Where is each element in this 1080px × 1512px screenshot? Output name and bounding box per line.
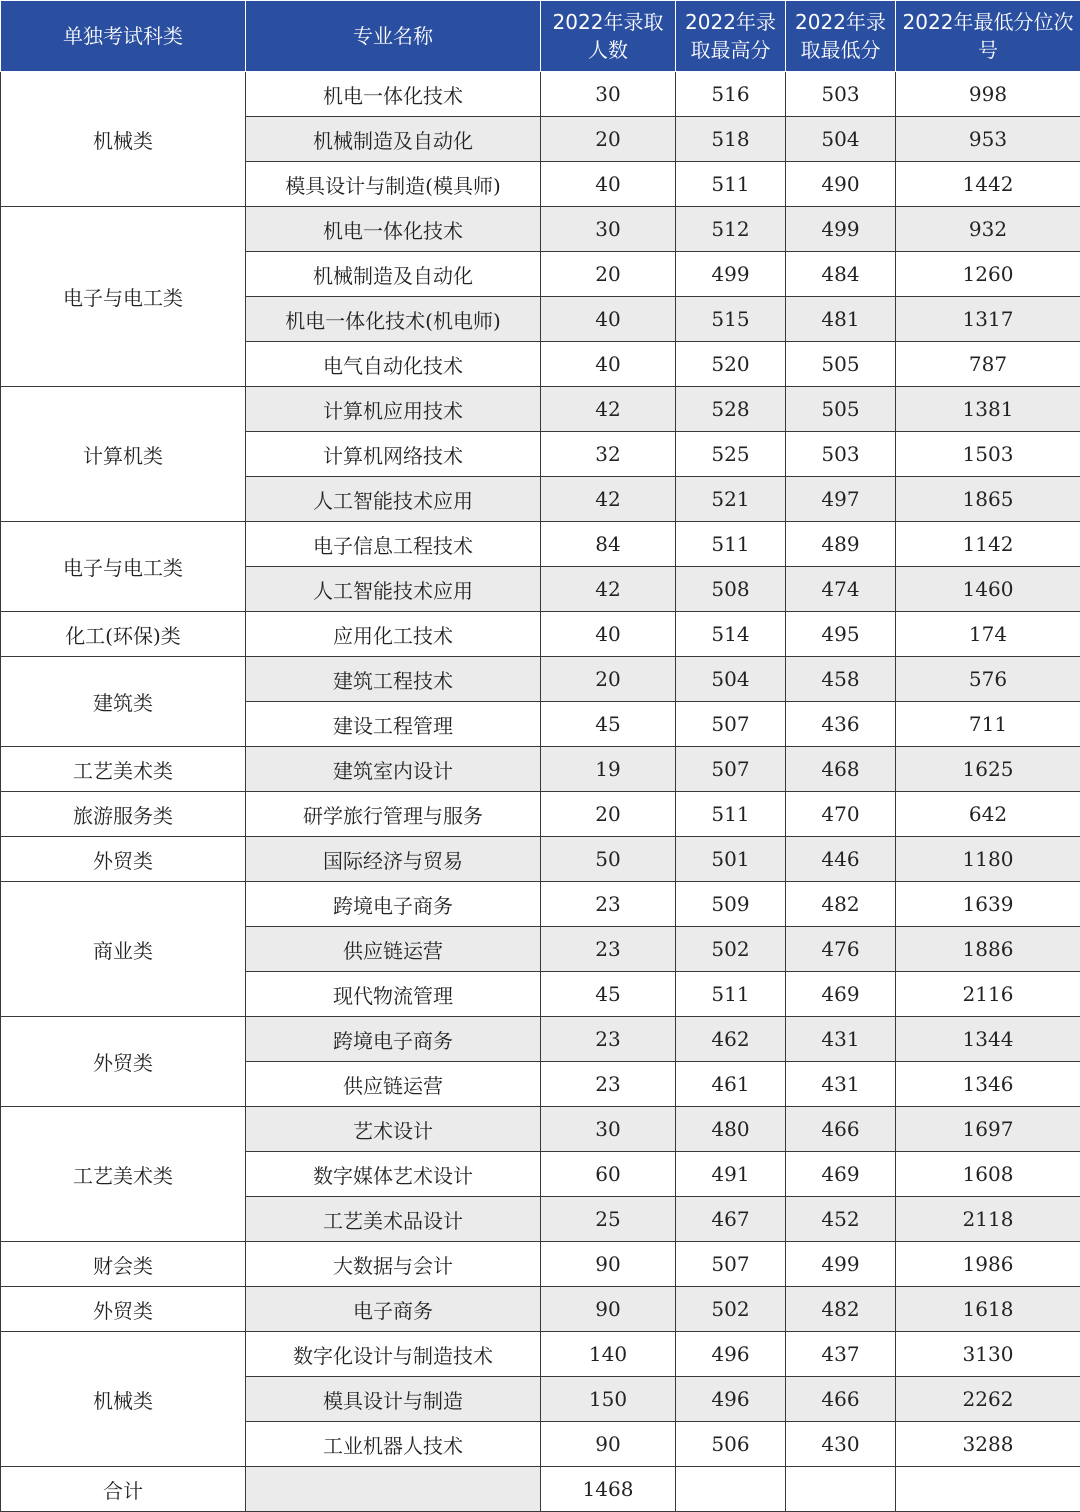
major-name-cell: 机电一体化技术	[246, 207, 541, 252]
max-score-cell: 507	[676, 747, 786, 792]
enrolled-count-cell: 40	[541, 342, 676, 387]
min-score-cell: 436	[786, 702, 896, 747]
total-row	[1, 1467, 1080, 1512]
enrolled-count-cell: 42	[541, 387, 676, 432]
min-score-cell: 482	[786, 882, 896, 927]
category-cell: 外贸类	[1, 1017, 246, 1107]
max-score-cell: 499	[676, 252, 786, 297]
max-score-cell: 508	[676, 567, 786, 612]
min-rank-cell: 1886	[896, 927, 1080, 972]
min-rank-cell: 1260	[896, 252, 1080, 297]
max-score-cell: 462	[676, 1017, 786, 1062]
min-rank-cell: 2118	[896, 1197, 1080, 1242]
major-name-cell: 工业机器人技术	[246, 1422, 541, 1467]
min-rank-cell: 1608	[896, 1152, 1080, 1197]
total-empty-cell	[676, 1467, 786, 1512]
enrolled-count-cell: 45	[541, 702, 676, 747]
min-score-cell: 482	[786, 1287, 896, 1332]
max-score-cell: 496	[676, 1332, 786, 1377]
enrolled-count-cell: 90	[541, 1287, 676, 1332]
enrolled-count-cell: 40	[541, 162, 676, 207]
major-name-cell: 艺术设计	[246, 1107, 541, 1152]
table-row	[1, 387, 1080, 432]
min-score-cell: 468	[786, 747, 896, 792]
major-name-cell: 研学旅行管理与服务	[246, 792, 541, 837]
max-score-cell: 511	[676, 792, 786, 837]
major-name-cell: 电子商务	[246, 1287, 541, 1332]
major-name-cell: 机械制造及自动化	[246, 252, 541, 297]
enrolled-count-cell: 150	[541, 1377, 676, 1422]
min-rank-cell: 2262	[896, 1377, 1080, 1422]
major-name-cell: 电气自动化技术	[246, 342, 541, 387]
max-score-cell: 496	[676, 1377, 786, 1422]
max-score-cell: 514	[676, 612, 786, 657]
min-rank-cell: 1639	[896, 882, 1080, 927]
min-rank-cell: 1618	[896, 1287, 1080, 1332]
major-name-cell: 计算机应用技术	[246, 387, 541, 432]
enrolled-count-cell: 84	[541, 522, 676, 567]
min-rank-cell: 953	[896, 117, 1080, 162]
min-score-cell: 431	[786, 1017, 896, 1062]
major-name-cell: 供应链运营	[246, 927, 541, 972]
table-row	[1, 1242, 1080, 1287]
min-rank-cell: 1697	[896, 1107, 1080, 1152]
major-name-cell: 数字化设计与制造技术	[246, 1332, 541, 1377]
header-max-score: 2022年录取最高分	[676, 1, 786, 72]
table-row	[1, 207, 1080, 252]
max-score-cell: 461	[676, 1062, 786, 1107]
enrolled-count-cell: 50	[541, 837, 676, 882]
major-name-cell: 模具设计与制造	[246, 1377, 541, 1422]
table-row	[1, 1287, 1080, 1332]
min-score-cell: 476	[786, 927, 896, 972]
table-row	[1, 837, 1080, 882]
min-score-cell: 495	[786, 612, 896, 657]
min-score-cell: 469	[786, 1152, 896, 1197]
min-score-cell: 503	[786, 432, 896, 477]
min-score-cell: 430	[786, 1422, 896, 1467]
enrolled-count-cell: 30	[541, 1107, 676, 1152]
category-cell: 计算机类	[1, 387, 246, 522]
min-score-cell: 499	[786, 207, 896, 252]
category-cell: 商业类	[1, 882, 246, 1017]
total-empty-cell	[896, 1467, 1080, 1512]
category-cell: 机械类	[1, 1332, 246, 1467]
enrolled-count-cell: 40	[541, 297, 676, 342]
total-empty-cell	[246, 1467, 541, 1512]
total-empty-cell	[786, 1467, 896, 1512]
max-score-cell: 504	[676, 657, 786, 702]
min-score-cell: 505	[786, 342, 896, 387]
header-category: 单独考试科类	[1, 1, 246, 72]
min-rank-cell: 1865	[896, 477, 1080, 522]
header-major: 专业名称	[246, 1, 541, 72]
min-score-cell: 470	[786, 792, 896, 837]
min-rank-cell: 932	[896, 207, 1080, 252]
table-row	[1, 1017, 1080, 1062]
min-score-cell: 490	[786, 162, 896, 207]
min-score-cell: 431	[786, 1062, 896, 1107]
min-rank-cell: 1346	[896, 1062, 1080, 1107]
min-score-cell: 481	[786, 297, 896, 342]
min-rank-cell: 174	[896, 612, 1080, 657]
enrolled-count-cell: 42	[541, 477, 676, 522]
header-min-score: 2022年录取最低分	[786, 1, 896, 72]
major-name-cell: 国际经济与贸易	[246, 837, 541, 882]
min-rank-cell: 1460	[896, 567, 1080, 612]
table-body	[1, 72, 1080, 1467]
max-score-cell: 467	[676, 1197, 786, 1242]
min-score-cell: 499	[786, 1242, 896, 1287]
max-score-cell: 528	[676, 387, 786, 432]
category-cell: 旅游服务类	[1, 792, 246, 837]
total-count: 1468	[541, 1467, 676, 1512]
max-score-cell: 501	[676, 837, 786, 882]
major-name-cell: 大数据与会计	[246, 1242, 541, 1287]
min-rank-cell: 1317	[896, 297, 1080, 342]
table-row	[1, 747, 1080, 792]
major-name-cell: 机电一体化技术	[246, 72, 541, 117]
min-score-cell: 489	[786, 522, 896, 567]
major-name-cell: 人工智能技术应用	[246, 567, 541, 612]
major-name-cell: 机电一体化技术(机电师)	[246, 297, 541, 342]
min-score-cell: 446	[786, 837, 896, 882]
category-cell: 电子与电工类	[1, 207, 246, 387]
category-cell: 工艺美术类	[1, 1107, 246, 1242]
category-cell: 电子与电工类	[1, 522, 246, 612]
category-cell: 工艺美术类	[1, 747, 246, 792]
enrolled-count-cell: 25	[541, 1197, 676, 1242]
min-score-cell: 466	[786, 1377, 896, 1422]
major-name-cell: 供应链运营	[246, 1062, 541, 1107]
max-score-cell: 521	[676, 477, 786, 522]
enrolled-count-cell: 20	[541, 252, 676, 297]
max-score-cell: 502	[676, 927, 786, 972]
enrolled-count-cell: 20	[541, 792, 676, 837]
major-name-cell: 建筑工程技术	[246, 657, 541, 702]
min-rank-cell: 1986	[896, 1242, 1080, 1287]
enrolled-count-cell: 42	[541, 567, 676, 612]
min-rank-cell: 1381	[896, 387, 1080, 432]
enrolled-count-cell: 40	[541, 612, 676, 657]
min-rank-cell: 1503	[896, 432, 1080, 477]
table-row	[1, 882, 1080, 927]
min-score-cell: 497	[786, 477, 896, 522]
major-name-cell: 模具设计与制造(模具师)	[246, 162, 541, 207]
enrolled-count-cell: 32	[541, 432, 676, 477]
max-score-cell: 507	[676, 702, 786, 747]
min-rank-cell: 998	[896, 72, 1080, 117]
major-name-cell: 建筑室内设计	[246, 747, 541, 792]
table-row	[1, 612, 1080, 657]
max-score-cell: 511	[676, 972, 786, 1017]
enrolled-count-cell: 60	[541, 1152, 676, 1197]
min-rank-cell: 3288	[896, 1422, 1080, 1467]
table-row	[1, 522, 1080, 567]
min-score-cell: 452	[786, 1197, 896, 1242]
min-rank-cell: 1180	[896, 837, 1080, 882]
table-row	[1, 72, 1080, 117]
max-score-cell: 502	[676, 1287, 786, 1332]
enrolled-count-cell: 30	[541, 207, 676, 252]
min-score-cell: 504	[786, 117, 896, 162]
enrolled-count-cell: 23	[541, 1017, 676, 1062]
major-name-cell: 现代物流管理	[246, 972, 541, 1017]
major-name-cell: 跨境电子商务	[246, 882, 541, 927]
enrolled-count-cell: 140	[541, 1332, 676, 1377]
table-row	[1, 792, 1080, 837]
enrolled-count-cell: 23	[541, 1062, 676, 1107]
min-score-cell: 474	[786, 567, 896, 612]
category-cell: 建筑类	[1, 657, 246, 747]
major-name-cell: 数字媒体艺术设计	[246, 1152, 541, 1197]
enrolled-count-cell: 30	[541, 72, 676, 117]
min-rank-cell: 1344	[896, 1017, 1080, 1062]
enrolled-count-cell: 19	[541, 747, 676, 792]
header-min-rank: 2022年最低分位次号	[896, 1, 1080, 72]
min-score-cell: 484	[786, 252, 896, 297]
major-name-cell: 工艺美术品设计	[246, 1197, 541, 1242]
major-name-cell: 人工智能技术应用	[246, 477, 541, 522]
enrolled-count-cell: 20	[541, 117, 676, 162]
enrolled-count-cell: 20	[541, 657, 676, 702]
total-label: 合计	[1, 1467, 246, 1512]
max-score-cell: 511	[676, 162, 786, 207]
max-score-cell: 491	[676, 1152, 786, 1197]
major-name-cell: 机械制造及自动化	[246, 117, 541, 162]
header-enrolled: 2022年录取人数	[541, 1, 676, 72]
min-rank-cell: 2116	[896, 972, 1080, 1017]
enrolled-count-cell: 90	[541, 1422, 676, 1467]
min-score-cell: 437	[786, 1332, 896, 1377]
max-score-cell: 507	[676, 1242, 786, 1287]
max-score-cell: 516	[676, 72, 786, 117]
table-row	[1, 1107, 1080, 1152]
min-rank-cell: 576	[896, 657, 1080, 702]
major-name-cell: 建设工程管理	[246, 702, 541, 747]
enrolled-count-cell: 90	[541, 1242, 676, 1287]
category-cell: 化工(环保)类	[1, 612, 246, 657]
min-rank-cell: 642	[896, 792, 1080, 837]
min-rank-cell: 1142	[896, 522, 1080, 567]
min-rank-cell: 787	[896, 342, 1080, 387]
category-cell: 财会类	[1, 1242, 246, 1287]
max-score-cell: 525	[676, 432, 786, 477]
enrolled-count-cell: 23	[541, 927, 676, 972]
major-name-cell: 电子信息工程技术	[246, 522, 541, 567]
min-rank-cell: 1442	[896, 162, 1080, 207]
major-name-cell: 应用化工技术	[246, 612, 541, 657]
max-score-cell: 506	[676, 1422, 786, 1467]
table-row	[1, 1332, 1080, 1377]
max-score-cell: 480	[676, 1107, 786, 1152]
min-score-cell: 458	[786, 657, 896, 702]
min-rank-cell: 3130	[896, 1332, 1080, 1377]
min-rank-cell: 711	[896, 702, 1080, 747]
max-score-cell: 515	[676, 297, 786, 342]
major-name-cell: 跨境电子商务	[246, 1017, 541, 1062]
min-score-cell: 503	[786, 72, 896, 117]
min-score-cell: 469	[786, 972, 896, 1017]
enrolled-count-cell: 45	[541, 972, 676, 1017]
header-row	[1, 1, 1080, 72]
max-score-cell: 509	[676, 882, 786, 927]
min-rank-cell: 1625	[896, 747, 1080, 792]
category-cell: 外贸类	[1, 1287, 246, 1332]
max-score-cell: 518	[676, 117, 786, 162]
max-score-cell: 511	[676, 522, 786, 567]
category-cell: 机械类	[1, 72, 246, 207]
min-score-cell: 505	[786, 387, 896, 432]
category-cell: 外贸类	[1, 837, 246, 882]
max-score-cell: 512	[676, 207, 786, 252]
max-score-cell: 520	[676, 342, 786, 387]
table-row	[1, 657, 1080, 702]
enrolled-count-cell: 23	[541, 882, 676, 927]
major-name-cell: 计算机网络技术	[246, 432, 541, 477]
min-score-cell: 466	[786, 1107, 896, 1152]
